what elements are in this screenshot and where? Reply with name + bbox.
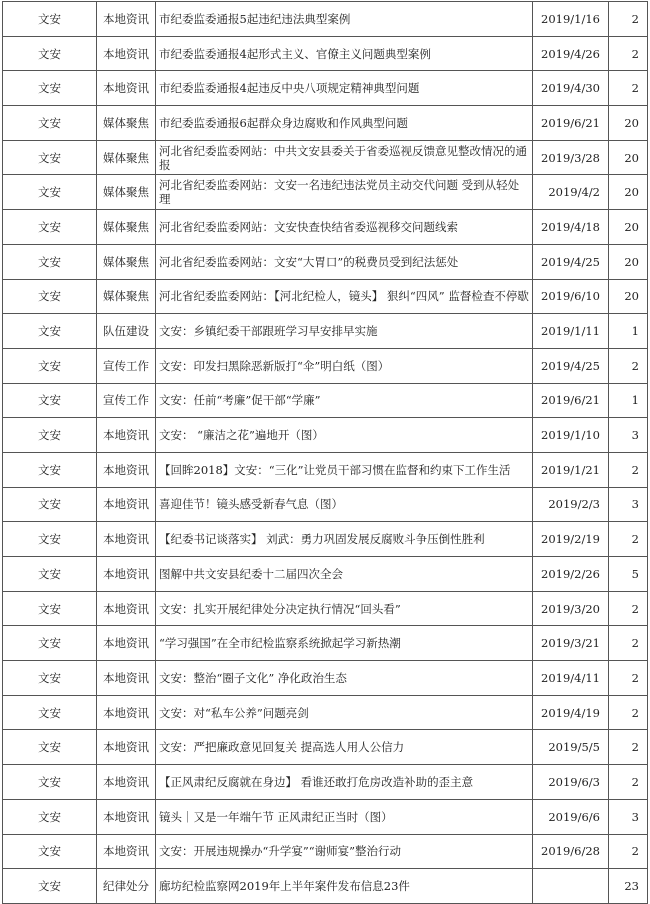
category-cell: 本地资讯 bbox=[97, 2, 156, 37]
count-cell: 3 bbox=[609, 487, 648, 522]
count-cell: 2 bbox=[609, 765, 648, 800]
title-cell: 市纪委监委通报5起违纪违法典型案例 bbox=[156, 2, 533, 37]
table-row bbox=[3, 661, 648, 696]
date-cell: 2019/3/21 bbox=[533, 626, 609, 661]
table-row bbox=[3, 175, 648, 210]
count-cell: 5 bbox=[609, 557, 648, 592]
date-cell: 2019/4/11 bbox=[533, 661, 609, 696]
category-cell: 宣传工作 bbox=[97, 348, 156, 383]
table-row bbox=[3, 730, 648, 765]
date-cell bbox=[533, 869, 609, 904]
region-cell: 文安 bbox=[3, 210, 97, 245]
count-cell: 20 bbox=[609, 106, 648, 141]
date-cell: 2019/1/10 bbox=[533, 418, 609, 453]
title-cell: 文安：整治“圈子文化” 净化政治生态 bbox=[156, 661, 533, 696]
region-cell: 文安 bbox=[3, 279, 97, 314]
date-cell: 2019/4/2 bbox=[533, 175, 609, 210]
title-cell: 喜迎佳节！镜头感受新春气息（图） bbox=[156, 487, 533, 522]
title-cell: 文安： “廉洁之花”遍地开（图） bbox=[156, 418, 533, 453]
date-cell: 2019/6/21 bbox=[533, 383, 609, 418]
table-row bbox=[3, 799, 648, 834]
region-cell: 文安 bbox=[3, 106, 97, 141]
category-cell: 本地资讯 bbox=[97, 36, 156, 71]
region-cell: 文安 bbox=[3, 487, 97, 522]
region-cell: 文安 bbox=[3, 765, 97, 800]
region-cell: 文安 bbox=[3, 140, 97, 175]
region-cell: 文安 bbox=[3, 730, 97, 765]
date-cell: 2019/3/28 bbox=[533, 140, 609, 175]
region-cell: 文安 bbox=[3, 2, 97, 37]
title-cell: 文安：任前“考廉”促干部“学廉” bbox=[156, 383, 533, 418]
table-row bbox=[3, 695, 648, 730]
count-cell: 20 bbox=[609, 210, 648, 245]
date-cell: 2019/6/3 bbox=[533, 765, 609, 800]
title-cell: 河北省纪委监委网站：文安快查快结省委巡视移交问题线索 bbox=[156, 210, 533, 245]
count-cell: 2 bbox=[609, 591, 648, 626]
category-cell: 宣传工作 bbox=[97, 383, 156, 418]
date-cell: 2019/1/16 bbox=[533, 2, 609, 37]
date-cell: 2019/4/25 bbox=[533, 244, 609, 279]
date-cell: 2019/6/6 bbox=[533, 799, 609, 834]
date-cell: 2019/6/21 bbox=[533, 106, 609, 141]
category-cell: 纪律处分 bbox=[97, 869, 156, 904]
date-cell: 2019/1/11 bbox=[533, 314, 609, 349]
articles-table bbox=[2, 1, 648, 904]
date-cell: 2019/6/28 bbox=[533, 834, 609, 869]
category-cell: 本地资讯 bbox=[97, 730, 156, 765]
table-row bbox=[3, 71, 648, 106]
title-cell: “学习强国”在全市纪检监察系统掀起学习新热潮 bbox=[156, 626, 533, 661]
count-cell: 2 bbox=[609, 661, 648, 696]
table-row bbox=[3, 348, 648, 383]
title-cell: 市纪委监委通报4起形式主义、官僚主义问题典型案例 bbox=[156, 36, 533, 71]
title-cell: 【回眸2018】文安：“三化”让党员干部习惯在监督和约束下工作生活 bbox=[156, 452, 533, 487]
title-cell: 廊坊纪检监察网2019年上半年案件发布信息23件 bbox=[156, 869, 533, 904]
count-cell: 2 bbox=[609, 695, 648, 730]
title-cell: 文安：对“私车公养”问题亮剑 bbox=[156, 695, 533, 730]
category-cell: 媒体聚焦 bbox=[97, 140, 156, 175]
count-cell: 23 bbox=[609, 869, 648, 904]
count-cell: 2 bbox=[609, 834, 648, 869]
table-row bbox=[3, 383, 648, 418]
count-cell: 1 bbox=[609, 383, 648, 418]
title-cell: 市纪委监委通报6起群众身边腐败和作风典型问题 bbox=[156, 106, 533, 141]
category-cell: 本地资讯 bbox=[97, 834, 156, 869]
date-cell: 2019/2/19 bbox=[533, 522, 609, 557]
table-row bbox=[3, 244, 648, 279]
category-cell: 媒体聚焦 bbox=[97, 279, 156, 314]
region-cell: 文安 bbox=[3, 175, 97, 210]
table-row bbox=[3, 869, 648, 904]
table-row bbox=[3, 765, 648, 800]
title-cell: 河北省纪委监委网站：文安“大胃口”的税费员受到纪法惩处 bbox=[156, 244, 533, 279]
category-cell: 本地资讯 bbox=[97, 591, 156, 626]
date-cell: 2019/2/3 bbox=[533, 487, 609, 522]
title-cell: 镜头｜又是一年端午节 正风肃纪正当时（图） bbox=[156, 799, 533, 834]
date-cell: 2019/4/19 bbox=[533, 695, 609, 730]
title-cell: 河北省纪委监委网站：中共文安县委关于省委巡视反馈意见整改情况的通报 bbox=[156, 140, 533, 175]
date-cell: 2019/1/21 bbox=[533, 452, 609, 487]
date-cell: 2019/4/30 bbox=[533, 71, 609, 106]
category-cell: 本地资讯 bbox=[97, 522, 156, 557]
category-cell: 本地资讯 bbox=[97, 765, 156, 800]
region-cell: 文安 bbox=[3, 314, 97, 349]
region-cell: 文安 bbox=[3, 36, 97, 71]
table-row bbox=[3, 279, 648, 314]
table-row bbox=[3, 557, 648, 592]
count-cell: 2 bbox=[609, 36, 648, 71]
region-cell: 文安 bbox=[3, 557, 97, 592]
count-cell: 20 bbox=[609, 175, 648, 210]
count-cell: 2 bbox=[609, 348, 648, 383]
table-row bbox=[3, 106, 648, 141]
title-cell: 文安：乡镇纪委干部跟班学习早安排早实施 bbox=[156, 314, 533, 349]
region-cell: 文安 bbox=[3, 348, 97, 383]
date-cell: 2019/5/5 bbox=[533, 730, 609, 765]
region-cell: 文安 bbox=[3, 799, 97, 834]
region-cell: 文安 bbox=[3, 695, 97, 730]
date-cell: 2019/4/18 bbox=[533, 210, 609, 245]
region-cell: 文安 bbox=[3, 244, 97, 279]
category-cell: 媒体聚焦 bbox=[97, 210, 156, 245]
category-cell: 媒体聚焦 bbox=[97, 175, 156, 210]
title-cell: 河北省纪委监委网站：文安一名违纪违法党员主动交代问题 受到从轻处理 bbox=[156, 175, 533, 210]
table-row bbox=[3, 210, 648, 245]
category-cell: 队伍建设 bbox=[97, 314, 156, 349]
table-row bbox=[3, 591, 648, 626]
table-row bbox=[3, 418, 648, 453]
table-row bbox=[3, 314, 648, 349]
table-row bbox=[3, 36, 648, 71]
region-cell: 文安 bbox=[3, 869, 97, 904]
category-cell: 本地资讯 bbox=[97, 626, 156, 661]
title-cell: 河北省纪委监委网站：【河北纪检人，镜头】 狠纠“四风” 监督检查不停歇 bbox=[156, 279, 533, 314]
region-cell: 文安 bbox=[3, 71, 97, 106]
region-cell: 文安 bbox=[3, 452, 97, 487]
count-cell: 2 bbox=[609, 626, 648, 661]
count-cell: 2 bbox=[609, 71, 648, 106]
region-cell: 文安 bbox=[3, 591, 97, 626]
count-cell: 2 bbox=[609, 452, 648, 487]
table-row bbox=[3, 626, 648, 661]
count-cell: 3 bbox=[609, 799, 648, 834]
table-row bbox=[3, 522, 648, 557]
date-cell: 2019/4/25 bbox=[533, 348, 609, 383]
title-cell: 【纪委书记谈落实】 刘武：勇力巩固发展反腐败斗争压倒性胜利 bbox=[156, 522, 533, 557]
count-cell: 1 bbox=[609, 314, 648, 349]
count-cell: 20 bbox=[609, 244, 648, 279]
region-cell: 文安 bbox=[3, 626, 97, 661]
category-cell: 媒体聚焦 bbox=[97, 244, 156, 279]
region-cell: 文安 bbox=[3, 834, 97, 869]
table-row bbox=[3, 452, 648, 487]
category-cell: 本地资讯 bbox=[97, 695, 156, 730]
title-cell: 文安：印发扫黑除恶新版打“伞”明白纸（图） bbox=[156, 348, 533, 383]
title-cell: 文安：扎实开展纪律处分决定执行情况“回头看” bbox=[156, 591, 533, 626]
date-cell: 2019/3/20 bbox=[533, 591, 609, 626]
title-cell: 文安：严把廉政意见回复关 提高选人用人公信力 bbox=[156, 730, 533, 765]
table-row bbox=[3, 2, 648, 37]
region-cell: 文安 bbox=[3, 383, 97, 418]
count-cell: 20 bbox=[609, 279, 648, 314]
table-row bbox=[3, 140, 648, 175]
table-row bbox=[3, 487, 648, 522]
region-cell: 文安 bbox=[3, 661, 97, 696]
category-cell: 本地资讯 bbox=[97, 557, 156, 592]
count-cell: 20 bbox=[609, 140, 648, 175]
category-cell: 媒体聚焦 bbox=[97, 106, 156, 141]
category-cell: 本地资讯 bbox=[97, 661, 156, 696]
count-cell: 2 bbox=[609, 730, 648, 765]
date-cell: 2019/2/26 bbox=[533, 557, 609, 592]
category-cell: 本地资讯 bbox=[97, 799, 156, 834]
date-cell: 2019/4/26 bbox=[533, 36, 609, 71]
count-cell: 2 bbox=[609, 2, 648, 37]
category-cell: 本地资讯 bbox=[97, 418, 156, 453]
category-cell: 本地资讯 bbox=[97, 452, 156, 487]
count-cell: 3 bbox=[609, 418, 648, 453]
title-cell: 市纪委监委通报4起违反中央八项规定精神典型问题 bbox=[156, 71, 533, 106]
category-cell: 本地资讯 bbox=[97, 487, 156, 522]
date-cell: 2019/6/10 bbox=[533, 279, 609, 314]
category-cell: 本地资讯 bbox=[97, 71, 156, 106]
title-cell: 图解中共文安县纪委十二届四次全会 bbox=[156, 557, 533, 592]
title-cell: 文安：开展违规操办“升学宴”“谢师宴”整治行动 bbox=[156, 834, 533, 869]
region-cell: 文安 bbox=[3, 418, 97, 453]
title-cell: 【正风肃纪反腐就在身边】 看谁还敢打危房改造补助的歪主意 bbox=[156, 765, 533, 800]
table-row bbox=[3, 834, 648, 869]
count-cell: 2 bbox=[609, 522, 648, 557]
region-cell: 文安 bbox=[3, 522, 97, 557]
